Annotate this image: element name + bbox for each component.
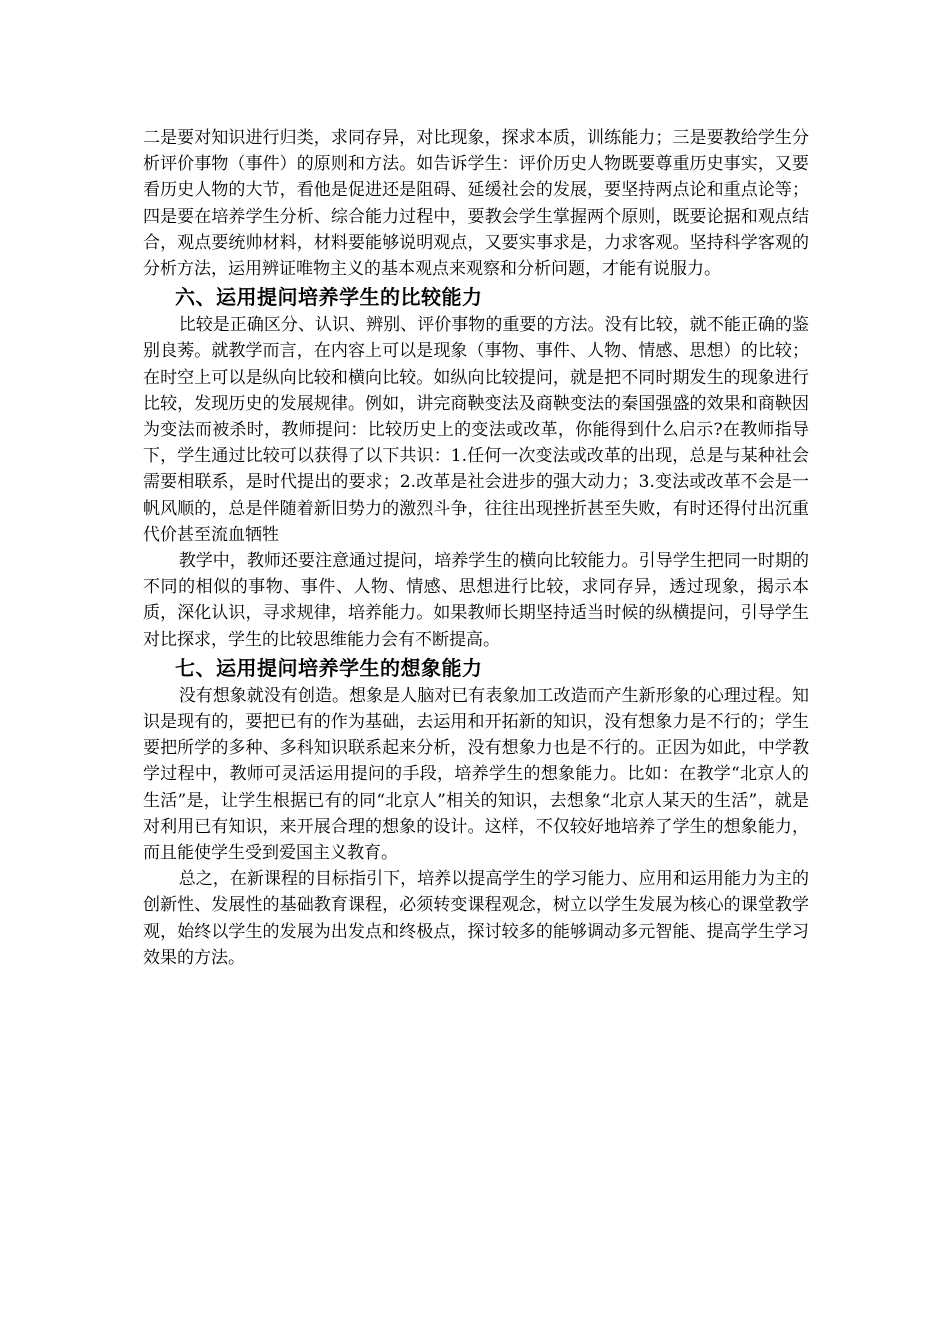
document-page bbox=[143, 125, 809, 971]
section-7-paragraph-2: 总之，在新课程的目标指引下，培养以提高学生的学习能力、应用和运用能力为主的创新性、发展性的基础教育课程，必须转变课程观念，树立以学生发展为核心的课堂教学观，始终以学生的发展为出发点和终极点，探讨较多的能够调动多元智能、提高学生学习效果的方法。 bbox=[143, 869, 809, 968]
section-6-paragraph-2: 教学中，教师还要注意通过提问，培养学生的横向比较能力。引导学生把同一时期的不同的相似的事物、事件、人物、情感、思想进行比较，求同存异，透过现象，揭示本质，深化认识，寻求规律，培养能力。如果教师长期坚持适当时候的纵横提问，引导学生对比探求，学生的比较思维能力会有不断提高。 bbox=[143, 551, 809, 650]
section-7-paragraph-1: 没有想象就没有创造。想象是人脑对已有表象加工改造而产生新形象的心理过程。知识是现有的，要把已有的作为基础，去运用和开拓新的知识，没有想象力是不行的；学生要把所学的多种、多科知识联系起来分析，没有想象力也是不行的。正因为如此，中学教学过程中，教师可灵活运用提问的手段，培养学生的想象能力。比如：在教学“北京人的生活”是，让学生根据已有的同“北京人”相关的知识，去想象“北京人某天的生活”，就是对利用已有知识，来开展合理的想象的设计。这样，不仅较好地培养了学生的想象能力，而且能使学生受到爱国主义教育。 bbox=[143, 685, 809, 864]
section-6-heading: 六、运用提问培养学生的比较能力 bbox=[175, 285, 483, 310]
section-7-heading: 七、运用提问培养学生的想象能力 bbox=[175, 655, 483, 680]
section-6-paragraph-1: 比较是正确区分、认识、辨别、评价事物的重要的方法。没有比较，就不能正确的鉴别良莠。就教学而言，在内容上可以是现象（事物、事件、人物、情感、思想）的比较；在时空上可以是纵向比较和横向比较。如纵向比较提问，就是把不同时期发生的现象进行比较，发现历史的发展规律。例如，讲完商鞅变法及商鞅变法的秦国强盛的效果和商鞅因为变法而被杀时，教师提问：比较历史上的变法或改革，你能得到什么启示?在教师指导下，学生通过比较可以获得了以下共识：1.任何一次变法或改革的出现，总是与某种社会需要相联系，是时代提出的要求；2.改革是社会进步的强大动力；3.变法或改革不会是一帆风顺的，总是伴随着新旧势力的激烈斗争，往往出现挫折甚至失败，有时还得付出沉重代价甚至流血牺牲 bbox=[143, 315, 809, 545]
intro-paragraph: 二是要对知识进行归类，求同存异，对比现象，探求本质，训练能力；三是要教给学生分析评价事物（事件）的原则和方法。如告诉学生：评价历史人物既要尊重历史事实，又要看历史人物的大节，看他是促进还是阻碍、延缓社会的发展，要坚持两点论和重点论等；四是要在培养学生分析、综合能力过程中，要教会学生掌握两个原则，既要论据和观点结合，观点要统帅材料，材料要能够说明观点，又要实事求是，力求客观。坚持科学客观的分析方法，运用辨证唯物主义的基本观点来观察和分析问题，才能有说服力。 bbox=[143, 128, 809, 280]
